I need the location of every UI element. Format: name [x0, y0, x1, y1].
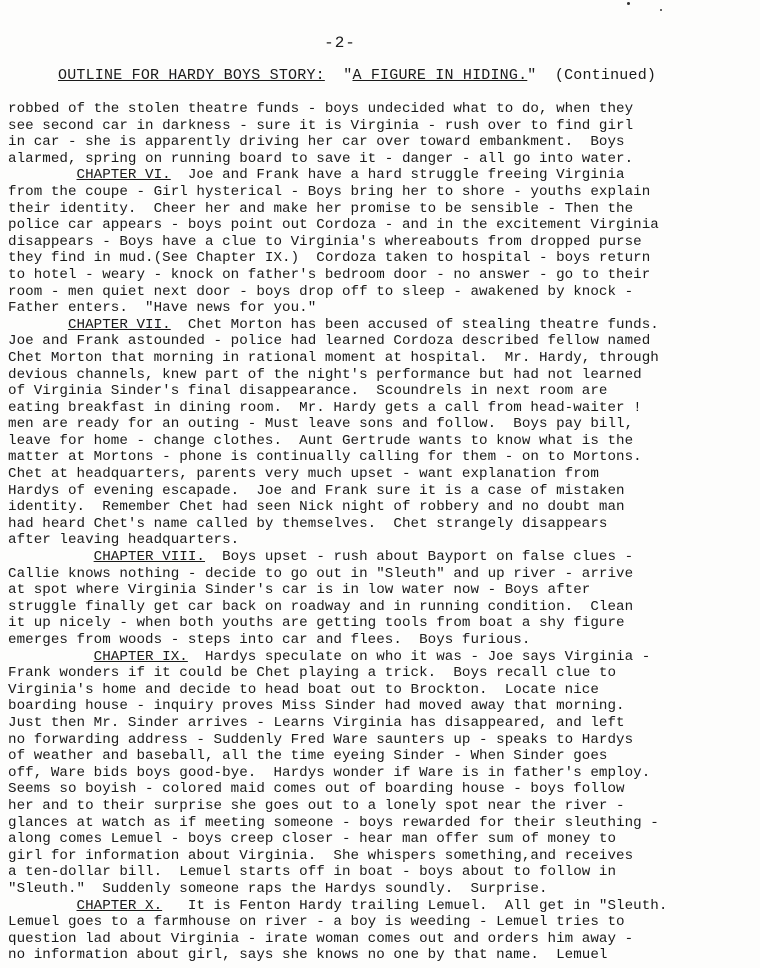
- title-quote-open: ": [343, 67, 353, 84]
- chapter-heading: CHAPTER IX.: [93, 648, 188, 665]
- line-text: see second car in darkness - sure it is Virginia - rush over to find girl: [8, 117, 634, 134]
- text-line: [8, 134, 758, 151]
- line-text: room - men quiet next door - boys drop off to sleep - awakened by knock -: [8, 283, 634, 300]
- line-text: emerges from woods - steps into car and flees. Boys furious.: [8, 632, 531, 648]
- text-line: [8, 765, 758, 782]
- text-line: [8, 947, 758, 964]
- page-number: -2-: [324, 34, 356, 52]
- line-text: Hardys of evening escapade. Joe and Frank sure it is a case of mistaken: [8, 482, 625, 499]
- text-line: [8, 284, 758, 301]
- line-text: girl for information about Virginia. She whispers something,and receives: [8, 847, 634, 864]
- line-text: Father enters. "Have news for you.": [8, 300, 317, 317]
- text-line: [8, 549, 758, 566]
- line-text: had heard Chet's name called by themselves. Chet strangely disappears: [8, 515, 608, 532]
- text-line: [8, 151, 758, 168]
- text-line: [8, 167, 758, 184]
- line-text: disappears - Boys have a clue to Virginia's whereabouts from dropped purse: [8, 233, 642, 250]
- line-indent: [8, 167, 77, 183]
- text-line: [8, 101, 758, 118]
- line-text: matter at Mortons - phone is continually calling for them - on to Mortons.: [8, 449, 642, 466]
- text-line: [8, 532, 758, 549]
- title-story-name: A FIGURE IN HIDING.: [352, 67, 528, 84]
- line-indent: [8, 898, 77, 914]
- line-text: Chet Morton that morning in rational moment at hospital. Mr. Hardy, through: [8, 349, 659, 366]
- line-text: of Virginia Sinder's final disappearance. Scoundrels in next room are: [8, 383, 608, 400]
- text-line: [8, 665, 758, 682]
- text-line: [8, 333, 758, 350]
- text-line: [8, 715, 758, 732]
- line-text: devious channels, knew part of the night's performance but had not learned: [8, 366, 642, 383]
- ink-speck: [660, 9, 662, 11]
- line-text: boarding house - inquiry proves Miss Sinder had moved away that morning.: [8, 698, 625, 715]
- text-line: [8, 416, 758, 433]
- text-line: [8, 582, 758, 599]
- line-text: eating breakfast in dining room. Mr. Hardy gets a call from head-waiter !: [8, 399, 642, 416]
- line-text: from the coupe - Girl hysterical - Boys bring her to shore - youths explain: [8, 183, 651, 200]
- line-text: Lemuel goes to a farmhouse on river - a boy is weeding - Lemuel tries to: [8, 914, 625, 931]
- text-line: [8, 599, 758, 616]
- line-text: their identity. Cheer her and make her promise to be sensible - Then the: [8, 200, 634, 217]
- line-text: Joe and Frank astounded - police had learned Cordoza described fellow named: [8, 333, 651, 350]
- title-prefix: OUTLINE FOR HARDY BOYS STORY:: [58, 67, 325, 84]
- text-line: [8, 931, 758, 948]
- text-line: [8, 201, 758, 218]
- text-line: [8, 698, 758, 715]
- ink-speck: [627, 2, 630, 5]
- text-line: [8, 781, 758, 798]
- line-text: men are ready for an outing - Must leave sons and follow. Boys pay bill,: [8, 416, 634, 433]
- text-line: [8, 234, 758, 251]
- line-text: Callie knows nothing - decide to go out in "Sleuth" and up river - arrive: [8, 565, 634, 582]
- chapter-heading: CHAPTER VIII.: [93, 549, 205, 566]
- title-continued: (Continued): [554, 67, 657, 84]
- line-text: Seems so boyish - colored maid comes out of boarding house - boys follow: [8, 781, 625, 798]
- line-text: in car - she is apparently driving her car over toward embankment. Boys: [8, 134, 625, 151]
- line-text: to hotel - weary - knock on father's bedroom door - no answer - go to their: [8, 266, 651, 283]
- text-line: [8, 615, 758, 632]
- title-quote-close: ": [527, 67, 537, 84]
- text-line: [8, 184, 758, 201]
- text-line: [8, 449, 758, 466]
- text-line: [8, 682, 758, 699]
- text-line: [8, 433, 758, 450]
- line-text: her and to their surprise she goes out to a lonely spot near the river -: [8, 797, 625, 814]
- text-line: [8, 400, 758, 417]
- text-line: [8, 267, 758, 284]
- line-text: Chet Morton has been accused of stealing theatre funds.: [170, 316, 659, 333]
- text-line: [8, 815, 758, 832]
- text-line: [8, 250, 758, 267]
- line-text: Hardys speculate on who it was - Joe says Virginia -: [187, 648, 651, 665]
- line-indent: [8, 549, 94, 565]
- text-line: [8, 864, 758, 881]
- text-line: [8, 499, 758, 516]
- text-line: [8, 732, 758, 749]
- text-line: [8, 898, 758, 915]
- text-line: [8, 798, 758, 815]
- line-text: Joe and Frank have a hard struggle freeing Virginia: [170, 167, 625, 184]
- text-line: [8, 118, 758, 135]
- line-text: Just then Mr. Sinder arrives - Learns Virginia has disappeared, and left: [8, 714, 625, 731]
- line-text: Chet at headquarters, parents very much upset - want explanation from: [8, 466, 599, 483]
- line-text: along comes Lemuel - boys creep closer - hear man offer sum of money to: [8, 831, 617, 848]
- line-text: alarmed, spring on running board to save it - danger - all go into water.: [8, 150, 634, 167]
- line-text: a ten-dollar bill. Lemuel starts off in boat - boys about to follow in: [8, 864, 617, 881]
- text-line: [8, 914, 758, 931]
- line-text: identity. Remember Chet had seen Nick night of robbery and no doubt man: [8, 499, 625, 516]
- line-text: no forwarding address - Suddenly Fred Ware saunters up - speaks to Hardys: [8, 731, 634, 748]
- text-line: [8, 217, 758, 234]
- line-text: of weather and baseball, all the time eyeing Sinder - When Sinder goes: [8, 748, 608, 765]
- line-text: leave for home - change clothes. Aunt Gertrude wants to know what is the: [8, 432, 634, 449]
- line-text: police car appears - boys point out Cordoza - and in the excitement Virginia: [8, 217, 659, 234]
- text-line: [8, 632, 758, 649]
- text-line: [8, 848, 758, 865]
- text-line: [8, 483, 758, 500]
- line-text: off, Ware bids boys good-bye. Hardys wonder if Ware is in father's employ.: [8, 764, 651, 781]
- text-line: [8, 383, 758, 400]
- line-text: "Sleuth." Suddenly someone raps the Hardys soundly. Surprise.: [8, 880, 548, 897]
- text-line: [8, 748, 758, 765]
- text-line: [8, 300, 758, 317]
- text-line: [8, 881, 758, 898]
- line-text: question lad about Virginia - irate woman comes out and orders him away -: [8, 930, 634, 947]
- line-text: Boys upset - rush about Bayport on false clues -: [204, 549, 634, 566]
- line-text: glances at watch as if meeting someone - boys rewarded for their sleuthing -: [8, 814, 659, 831]
- line-text: It is Fenton Hardy trailing Lemuel. All get in "Sleuth.: [162, 897, 668, 914]
- line-text: robbed of the stolen theatre funds - boys undecided what to do, when they: [8, 101, 634, 117]
- line-indent: [8, 317, 68, 333]
- text-line: [8, 317, 758, 334]
- chapter-heading: CHAPTER VII.: [67, 316, 171, 333]
- text-line: [8, 649, 758, 666]
- text-line: [8, 516, 758, 533]
- line-text: struggle finally get car back on roadway and in running condition. Clean: [8, 598, 634, 615]
- text-line: [8, 831, 758, 848]
- line-text: Frank wonders if it could be Chet playing a trick. Boys recall clue to: [8, 665, 617, 682]
- line-indent: [8, 649, 94, 665]
- chapter-heading: CHAPTER X.: [76, 897, 163, 914]
- text-line: [8, 367, 758, 384]
- line-text: at spot where Virginia Sinder's car is in low water now - Boys after: [8, 582, 591, 599]
- text-line: [8, 350, 758, 367]
- chapter-heading: CHAPTER VI.: [76, 167, 171, 184]
- line-text: after leaving headquarters.: [8, 532, 240, 549]
- line-text: they find in mud.(See Chapter IX.) Cordoza taken to hospital - boys return: [8, 250, 651, 267]
- line-text: it up nicely - when both youths are getting tools from boat a shy figure: [8, 615, 625, 632]
- document-title: [58, 67, 656, 84]
- line-text: Virginia's home and decide to head boat out to Brockton. Locate nice: [8, 681, 599, 698]
- text-line: [8, 566, 758, 583]
- outline-body: [8, 101, 758, 964]
- line-text: no information about girl, says she knows no one by that name. Lemuel: [8, 947, 608, 964]
- text-line: [8, 466, 758, 483]
